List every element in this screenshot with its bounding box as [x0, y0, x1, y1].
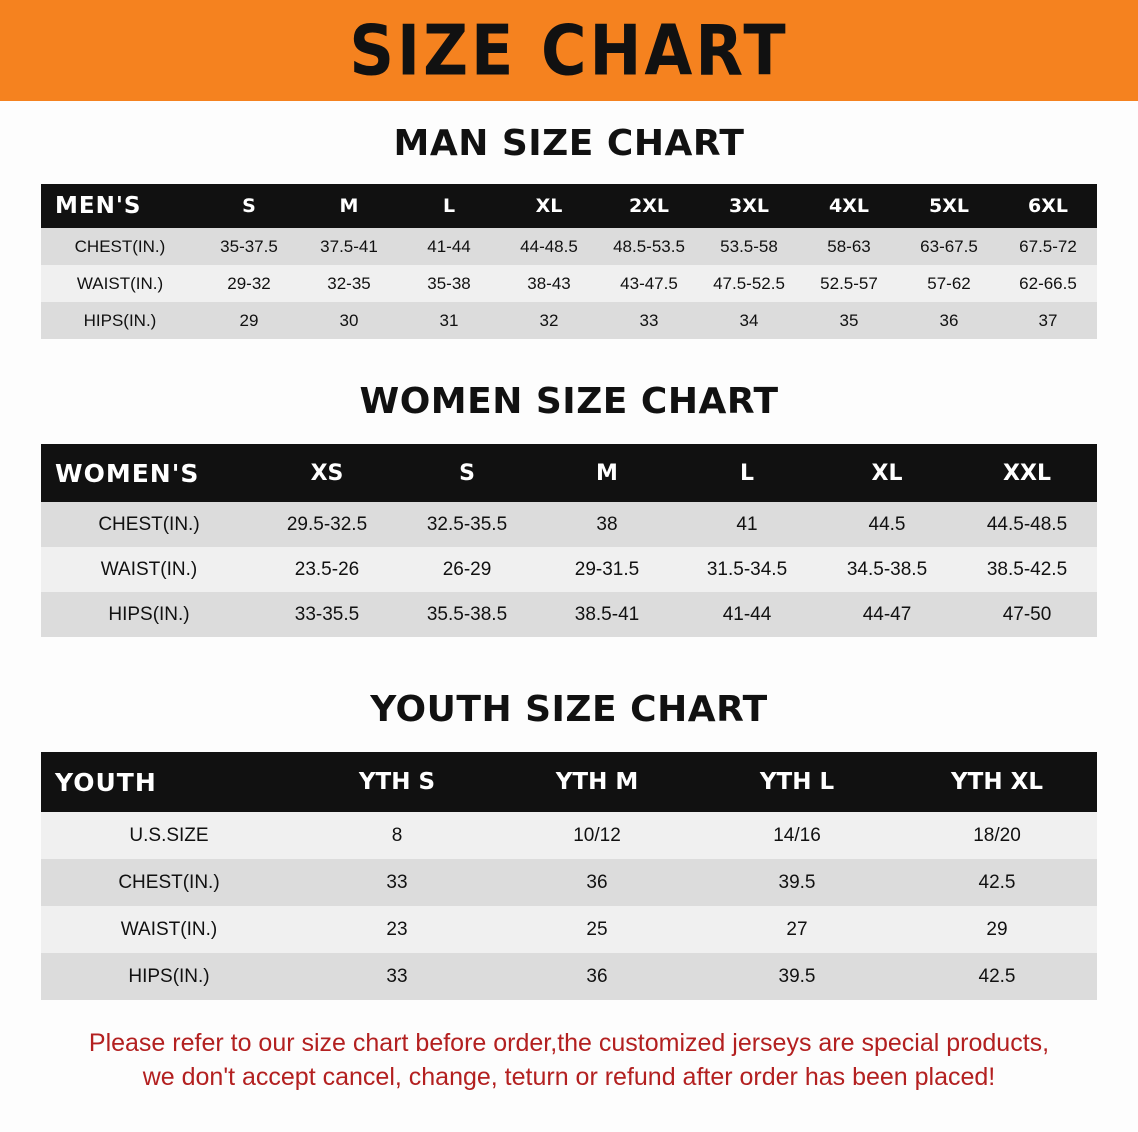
women-cell-0-5: 44.5-48.5	[957, 502, 1097, 547]
men-header-9: 6XL	[999, 184, 1097, 228]
men-row-2-label: HIPS(IN.)	[41, 302, 199, 339]
men-cell-2-4: 33	[599, 302, 699, 339]
youth-cell-2-0: 23	[297, 906, 497, 953]
youth-row-0-label: U.S.SIZE	[41, 812, 297, 859]
men-cell-1-2: 35-38	[399, 265, 499, 302]
men-cell-1-6: 52.5-57	[799, 265, 899, 302]
table-row	[41, 859, 1097, 906]
youth-header-3: YTH L	[697, 752, 897, 812]
men-cell-1-1: 32-35	[299, 265, 399, 302]
women-header-4: L	[677, 444, 817, 502]
men-cell-0-3: 44-48.5	[499, 228, 599, 265]
table-row	[41, 502, 1097, 547]
women-cell-0-2: 38	[537, 502, 677, 547]
men-header-3: L	[399, 184, 499, 228]
youth-cell-0-2: 14/16	[697, 812, 897, 859]
table-row	[41, 265, 1097, 302]
youth-cell-3-3: 42.5	[897, 953, 1097, 1000]
men-cell-0-1: 37.5-41	[299, 228, 399, 265]
youth-header-0: YOUTH	[41, 752, 297, 812]
youth-cell-3-0: 33	[297, 953, 497, 1000]
women-cell-0-0: 29.5-32.5	[257, 502, 397, 547]
youth-header-1: YTH S	[297, 752, 497, 812]
men-cell-0-6: 58-63	[799, 228, 899, 265]
youth-header-4: YTH XL	[897, 752, 1097, 812]
women-cell-2-1: 35.5-38.5	[397, 592, 537, 637]
men-header-5: 2XL	[599, 184, 699, 228]
men-cell-2-7: 36	[899, 302, 999, 339]
table-header-row	[41, 444, 1097, 502]
table-row	[41, 592, 1097, 637]
men-cell-0-5: 53.5-58	[699, 228, 799, 265]
youth-header-2: YTH M	[497, 752, 697, 812]
men-header-2: M	[299, 184, 399, 228]
women-header-1: XS	[257, 444, 397, 502]
youth-size-table	[41, 752, 1097, 1000]
youth-cell-3-1: 36	[497, 953, 697, 1000]
youth-cell-3-2: 39.5	[697, 953, 897, 1000]
men-cell-0-7: 63-67.5	[899, 228, 999, 265]
youth-row-3-label: HIPS(IN.)	[41, 953, 297, 1000]
women-cell-1-3: 31.5-34.5	[677, 547, 817, 592]
women-cell-1-0: 23.5-26	[257, 547, 397, 592]
men-cell-1-7: 57-62	[899, 265, 999, 302]
table-row	[41, 302, 1097, 339]
men-cell-1-0: 29-32	[199, 265, 299, 302]
men-cell-2-6: 35	[799, 302, 899, 339]
men-cell-2-2: 31	[399, 302, 499, 339]
men-cell-2-5: 34	[699, 302, 799, 339]
youth-cell-1-1: 36	[497, 859, 697, 906]
men-cell-1-8: 62-66.5	[999, 265, 1097, 302]
table-header-row	[41, 752, 1097, 812]
youth-cell-0-0: 8	[297, 812, 497, 859]
youth-cell-0-1: 10/12	[497, 812, 697, 859]
women-header-0: WOMEN'S	[41, 444, 257, 502]
men-cell-2-1: 30	[299, 302, 399, 339]
women-cell-2-5: 47-50	[957, 592, 1097, 637]
men-cell-0-8: 67.5-72	[999, 228, 1097, 265]
men-cell-0-0: 35-37.5	[199, 228, 299, 265]
women-cell-1-1: 26-29	[397, 547, 537, 592]
youth-section-title: YOUTH SIZE CHART	[370, 689, 768, 730]
women-cell-2-3: 41-44	[677, 592, 817, 637]
men-cell-2-3: 32	[499, 302, 599, 339]
policy-note-line-2: we don't accept cancel, change, teturn or refund after order has been placed!	[142, 1063, 996, 1091]
youth-cell-2-3: 29	[897, 906, 1097, 953]
women-size-table	[41, 444, 1097, 637]
men-cell-0-2: 41-44	[399, 228, 499, 265]
women-cell-2-4: 44-47	[817, 592, 957, 637]
men-header-8: 5XL	[899, 184, 999, 228]
men-cell-2-8: 37	[999, 302, 1097, 339]
table-row	[41, 547, 1097, 592]
women-header-3: M	[537, 444, 677, 502]
youth-row-2-label: WAIST(IN.)	[41, 906, 297, 953]
men-cell-1-4: 43-47.5	[599, 265, 699, 302]
women-cell-2-2: 38.5-41	[537, 592, 677, 637]
women-cell-1-4: 34.5-38.5	[817, 547, 957, 592]
table-row	[41, 812, 1097, 859]
women-cell-1-2: 29-31.5	[537, 547, 677, 592]
youth-cell-1-2: 39.5	[697, 859, 897, 906]
women-cell-0-1: 32.5-35.5	[397, 502, 537, 547]
youth-row-1-label: CHEST(IN.)	[41, 859, 297, 906]
youth-cell-1-3: 42.5	[897, 859, 1097, 906]
men-header-7: 4XL	[799, 184, 899, 228]
men-header-6: 3XL	[699, 184, 799, 228]
women-cell-1-5: 38.5-42.5	[957, 547, 1097, 592]
policy-note-line-1: Please refer to our size chart before order,the customized jerseys are special products,	[88, 1029, 1050, 1057]
men-row-0-label: CHEST(IN.)	[41, 228, 199, 265]
women-header-2: S	[397, 444, 537, 502]
table-row	[41, 906, 1097, 953]
table-row	[41, 953, 1097, 1000]
men-cell-1-3: 38-43	[499, 265, 599, 302]
youth-cell-0-3: 18/20	[897, 812, 1097, 859]
men-header-4: XL	[499, 184, 599, 228]
men-cell-2-0: 29	[199, 302, 299, 339]
women-cell-2-0: 33-35.5	[257, 592, 397, 637]
women-section-title: WOMEN SIZE CHART	[359, 381, 779, 422]
women-row-1-label: WAIST(IN.)	[41, 547, 257, 592]
page-title: SIZE CHART	[349, 9, 789, 91]
women-header-6: XXL	[957, 444, 1097, 502]
women-row-0-label: CHEST(IN.)	[41, 502, 257, 547]
man-section-title: MAN SIZE CHART	[393, 123, 745, 164]
women-header-5: XL	[817, 444, 957, 502]
table-header-row	[41, 184, 1097, 228]
youth-cell-2-2: 27	[697, 906, 897, 953]
men-cell-1-5: 47.5-52.5	[699, 265, 799, 302]
youth-cell-2-1: 25	[497, 906, 697, 953]
women-cell-0-4: 44.5	[817, 502, 957, 547]
men-size-table	[41, 184, 1097, 339]
men-header-0: MEN'S	[41, 184, 199, 228]
men-row-1-label: WAIST(IN.)	[41, 265, 199, 302]
policy-note	[34, 1026, 1104, 1094]
table-row	[41, 228, 1097, 265]
women-row-2-label: HIPS(IN.)	[41, 592, 257, 637]
women-cell-0-3: 41	[677, 502, 817, 547]
youth-cell-1-0: 33	[297, 859, 497, 906]
page-banner	[0, 0, 1138, 101]
men-cell-0-4: 48.5-53.5	[599, 228, 699, 265]
men-header-1: S	[199, 184, 299, 228]
